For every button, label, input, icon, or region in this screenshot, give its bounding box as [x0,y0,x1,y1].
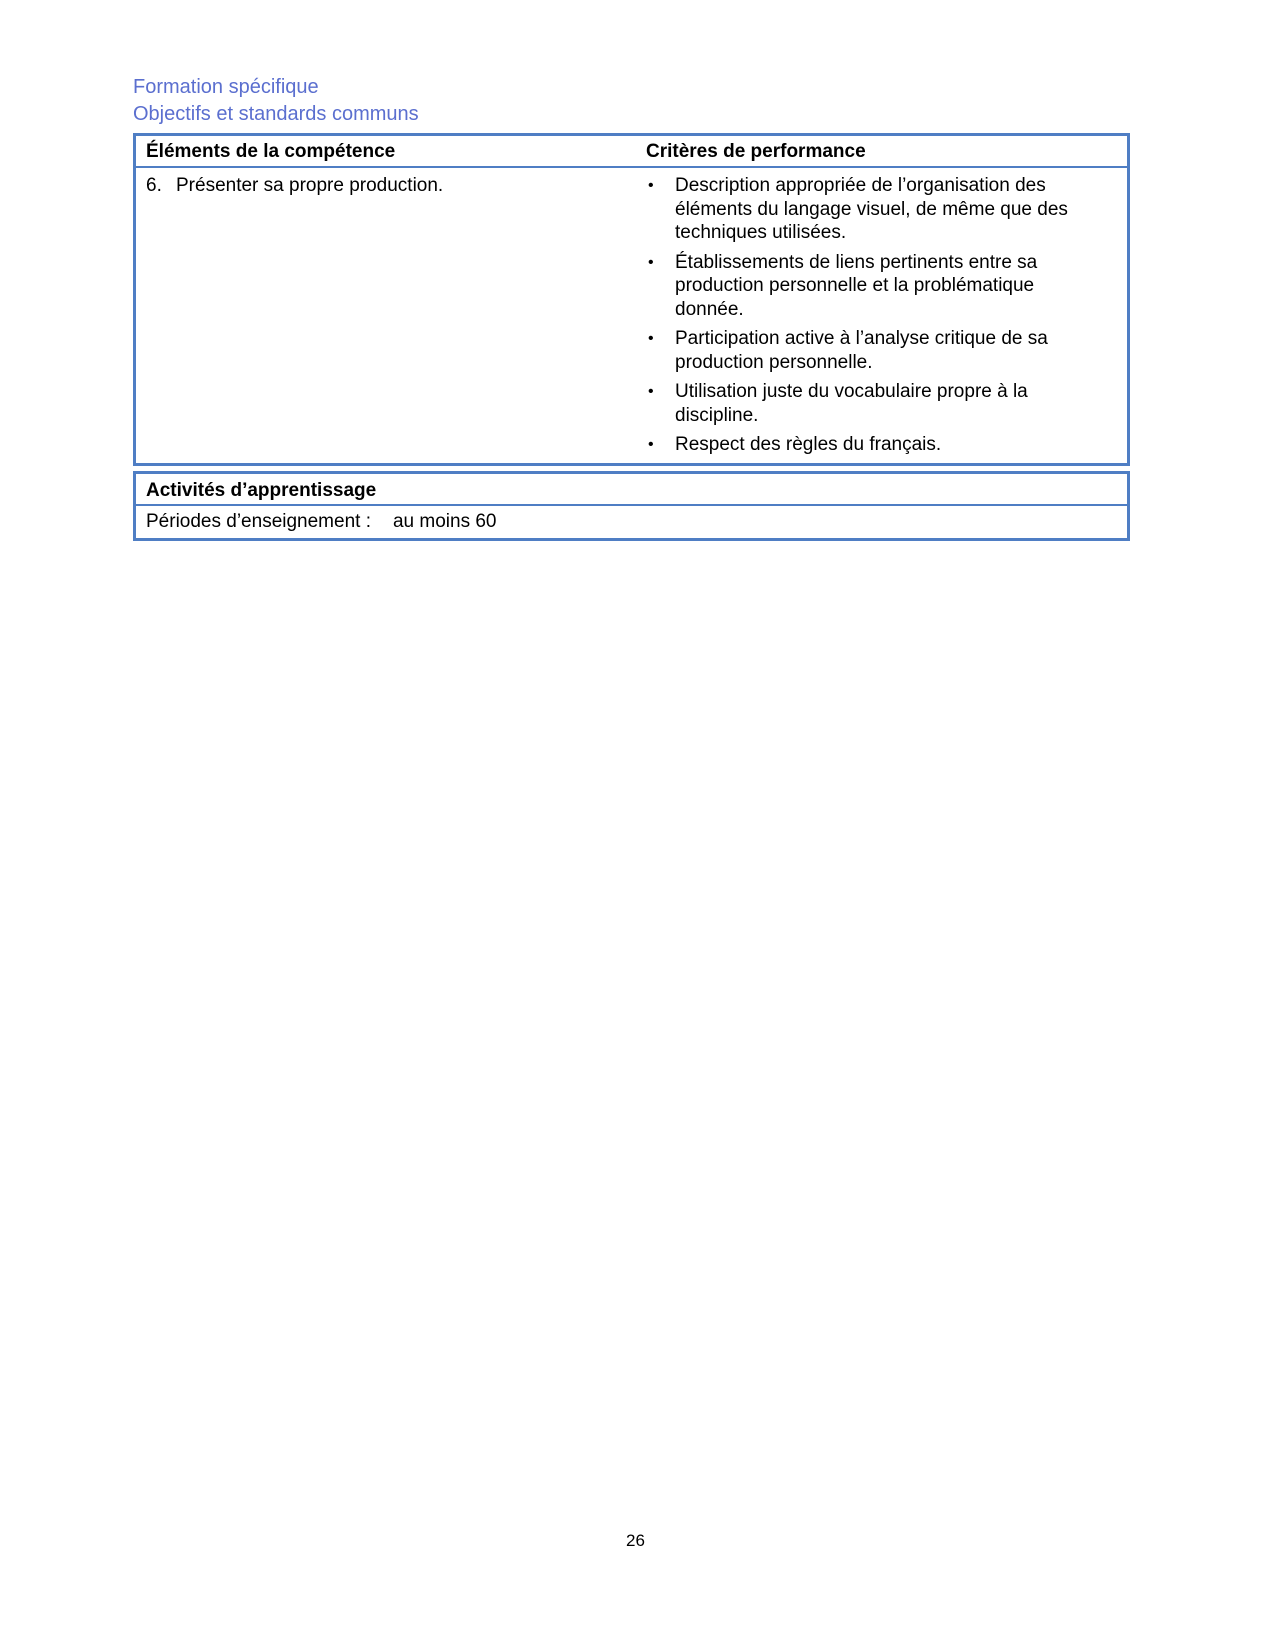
criteria-list [646,174,1106,463]
periodes-value: au moins 60 [392,511,497,532]
criteria-item [646,327,1106,374]
criteria-item-text: Établissements de liens pertinents entre sa production personnelle et la problématique donnée. [675,251,1038,320]
criteria-item-text: Description appropriée de l’organisation des éléments du langage visuel, de même que des techniques utilisées. [675,175,1068,243]
competence-element-text: Présenter sa propre production. [176,175,444,196]
criteria-item [646,174,1106,245]
criteria-item [646,380,1106,427]
bullet-icon: • [648,330,654,347]
bullet-icon: • [648,253,654,271]
header-activites-apprentissage: Activités d’apprentissage [146,480,377,501]
section-heading-objectifs: Objectifs et standards communs [133,103,419,125]
header-elements-competence: Éléments de la compétence [146,141,396,162]
periodes-label: Périodes d’enseignement : [146,511,371,532]
competence-element-number: 6. [146,175,162,196]
competence-element [146,175,443,196]
competence-table-header [136,136,1127,168]
criteria-item-text: Utilisation juste du vocabulaire propre à la discipline. [675,381,1028,426]
criteria-item-text: Respect des règles du français. [675,434,942,455]
periodes-row [146,511,497,532]
section-heading-formation: Formation spécifique [133,76,319,98]
header-criteres-performance: Critères de performance [646,141,866,162]
bullet-icon: • [648,177,654,194]
criteria-item [646,251,1106,322]
competence-table [133,133,1130,466]
bullet-icon: • [648,436,654,453]
criteria-item [646,433,1106,457]
activites-table-header [136,474,1127,506]
page-number: 26 [626,1531,645,1550]
bullet-icon: • [648,383,654,400]
activites-table [133,471,1130,541]
criteria-item-text: Participation active à l’analyse critique de sa production personnelle. [675,328,1048,373]
